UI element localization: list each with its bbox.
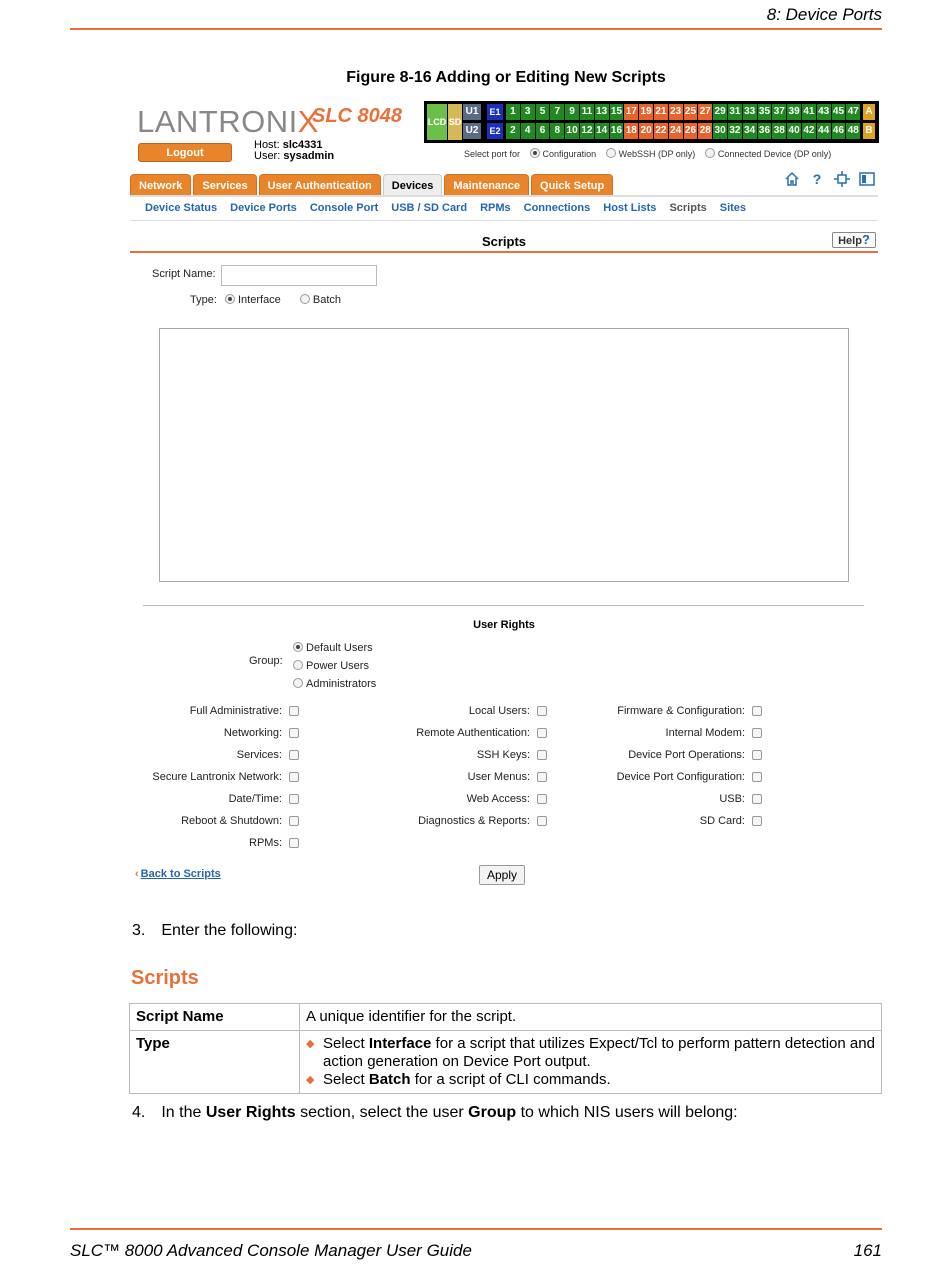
device-port-46[interactable]: 46 bbox=[832, 123, 846, 139]
apply-button[interactable]: Apply bbox=[479, 865, 525, 885]
device-port-33[interactable]: 33 bbox=[743, 104, 757, 120]
group-default-users: Default Users bbox=[306, 642, 373, 654]
user-rights-title: User Rights bbox=[473, 619, 535, 631]
right-checkbox-secure-lantronix-network[interactable] bbox=[289, 772, 299, 782]
bullet-interface: ◆ Select Interface for a script that utilizes Expect/Tcl to perform pattern detection and action generation on Device Port output. bbox=[306, 1035, 875, 1071]
main-tabs bbox=[130, 174, 613, 196]
script-name-label: Script Name: bbox=[152, 268, 216, 280]
lcd-port[interactable]: LCD bbox=[427, 104, 447, 140]
row-value-type bbox=[300, 1031, 882, 1094]
device-port-45[interactable]: 45 bbox=[832, 104, 846, 120]
right-label-device-port-operations: Device Port Operations: bbox=[628, 749, 745, 761]
right-checkbox-remote-authentication[interactable] bbox=[537, 728, 547, 738]
tab-services[interactable]: Services bbox=[193, 174, 256, 196]
radio-default-users[interactable] bbox=[293, 642, 303, 652]
table-row bbox=[130, 1004, 882, 1031]
device-port-9[interactable]: 9 bbox=[565, 104, 579, 120]
subnav-connections[interactable]: Connections bbox=[523, 202, 591, 214]
device-port-13[interactable]: 13 bbox=[595, 104, 609, 120]
help-question-icon: ? bbox=[861, 232, 870, 247]
device-port-14[interactable]: 14 bbox=[595, 123, 609, 139]
step-3-number: 3. bbox=[132, 922, 146, 939]
device-port-48[interactable]: 48 bbox=[846, 123, 860, 139]
device-port-8[interactable]: 8 bbox=[550, 123, 564, 139]
panel-icon[interactable] bbox=[859, 171, 875, 187]
tab-user-authentication[interactable]: User Authentication bbox=[259, 174, 381, 196]
select-port-label: Select port for bbox=[464, 149, 521, 159]
right-checkbox-web-access[interactable] bbox=[537, 794, 547, 804]
bullet-batch: ◆ Select Batch for a script of CLI commands. bbox=[306, 1071, 875, 1089]
right-label-user-menus: User Menus: bbox=[467, 771, 530, 783]
row-value-script-name: A unique identifier for the script. bbox=[300, 1004, 882, 1031]
right-label-diagnostics-reports: Diagnostics & Reports: bbox=[418, 815, 530, 827]
device-port-38[interactable]: 38 bbox=[772, 123, 786, 139]
group-administrators: Administrators bbox=[306, 678, 377, 690]
group-options bbox=[286, 639, 376, 693]
row-key-type: Type bbox=[130, 1031, 300, 1094]
right-checkbox-firmware-configuration[interactable] bbox=[752, 706, 762, 716]
right-checkbox-internal-modem[interactable] bbox=[752, 728, 762, 738]
tab-quick-setup[interactable]: Quick Setup bbox=[531, 174, 613, 196]
device-port-1[interactable]: 1 bbox=[506, 104, 520, 120]
table-row bbox=[130, 1031, 882, 1094]
radio-webssh[interactable] bbox=[606, 148, 616, 158]
radio-power-users[interactable] bbox=[293, 660, 303, 670]
right-label-full-administrative: Full Administrative: bbox=[189, 705, 282, 717]
device-port-16[interactable]: 16 bbox=[610, 123, 624, 139]
right-checkbox-full-administrative[interactable] bbox=[289, 706, 299, 716]
device-port-5[interactable]: 5 bbox=[536, 104, 550, 120]
device-port-6[interactable]: 6 bbox=[536, 123, 550, 139]
right-label-web-access: Web Access: bbox=[466, 793, 530, 805]
tab-underline bbox=[130, 195, 878, 197]
user-value: sysadmin bbox=[283, 150, 335, 162]
device-port-44[interactable]: 44 bbox=[817, 123, 831, 139]
device-port-25[interactable]: 25 bbox=[684, 104, 698, 120]
right-checkbox-sd-card[interactable] bbox=[752, 816, 762, 826]
subnav-scripts[interactable]: Scripts bbox=[669, 202, 707, 214]
device-port-23[interactable]: 23 bbox=[669, 104, 683, 120]
eth1-port[interactable]: E1 bbox=[487, 104, 503, 120]
step-4: 4. In the User Rights section, select the user Group to which NIS users will belong: bbox=[132, 1104, 738, 1121]
device-port-26[interactable]: 26 bbox=[684, 123, 698, 139]
port-b[interactable]: B bbox=[863, 123, 875, 139]
subnav-usb-sd-card[interactable]: USB / SD Card bbox=[391, 202, 468, 214]
sub-navigation bbox=[145, 202, 746, 214]
device-port-36[interactable]: 36 bbox=[758, 123, 772, 139]
chapter-header: 8: Device Ports bbox=[766, 5, 882, 24]
type-interface-label: Interface bbox=[238, 294, 281, 306]
radio-administrators[interactable] bbox=[293, 678, 303, 688]
device-port-7[interactable]: 7 bbox=[550, 104, 564, 120]
device-port-3[interactable]: 3 bbox=[521, 104, 535, 120]
tab-devices[interactable]: Devices bbox=[383, 174, 443, 196]
step-4-number: 4. bbox=[132, 1104, 146, 1121]
device-port-43[interactable]: 43 bbox=[817, 104, 831, 120]
device-port-29[interactable]: 29 bbox=[713, 104, 727, 120]
help-button[interactable] bbox=[832, 232, 876, 248]
right-label-reboot-shutdown: Reboot & Shutdown: bbox=[181, 815, 282, 827]
device-port-28[interactable]: 28 bbox=[698, 123, 712, 139]
device-port-27[interactable]: 27 bbox=[698, 104, 712, 120]
device-port-39[interactable]: 39 bbox=[787, 104, 801, 120]
device-port-12[interactable]: 12 bbox=[580, 123, 594, 139]
subnav-sites[interactable]: Sites bbox=[719, 202, 747, 214]
footer-rule bbox=[70, 1228, 882, 1230]
right-label-device-port-configuration: Device Port Configuration: bbox=[616, 771, 745, 783]
home-icon[interactable] bbox=[784, 171, 800, 187]
page-number: 161 bbox=[853, 1241, 882, 1260]
device-port-32[interactable]: 32 bbox=[728, 123, 742, 139]
usb2-port[interactable]: U2 bbox=[463, 123, 481, 139]
right-label-local-users: Local Users: bbox=[468, 705, 530, 717]
figure-caption: Figure 8-16 Adding or Editing New Scripts bbox=[346, 69, 666, 86]
device-port-30[interactable]: 30 bbox=[713, 123, 727, 139]
subnav-host-lists[interactable]: Host Lists bbox=[603, 202, 657, 214]
type-options bbox=[218, 294, 341, 306]
radio-type-interface[interactable] bbox=[225, 294, 235, 304]
back-to-scripts-label: Back to Scripts bbox=[140, 868, 221, 880]
right-checkbox-device-port-operations[interactable] bbox=[752, 750, 762, 760]
right-label-usb: USB: bbox=[719, 793, 745, 805]
back-to-scripts-link[interactable] bbox=[135, 868, 221, 880]
right-checkbox-date-time[interactable] bbox=[289, 794, 299, 804]
host-label: Host: bbox=[254, 139, 280, 151]
subnav-device-status[interactable]: Device Status bbox=[145, 202, 218, 214]
section-title: Scripts bbox=[481, 234, 527, 249]
host-value: slc4331 bbox=[282, 139, 323, 151]
device-port-21[interactable]: 21 bbox=[654, 104, 668, 120]
right-label-services: Services: bbox=[236, 749, 282, 761]
logout-button[interactable]: Logout bbox=[138, 143, 232, 162]
host-info bbox=[254, 140, 334, 162]
right-checkbox-rpms[interactable] bbox=[289, 838, 299, 848]
type-batch-label: Batch bbox=[312, 294, 342, 306]
eth2-port[interactable]: E2 bbox=[487, 123, 503, 139]
device-port-41[interactable]: 41 bbox=[802, 104, 816, 120]
device-port-40[interactable]: 40 bbox=[787, 123, 801, 139]
right-label-date-time: Date/Time: bbox=[228, 793, 282, 805]
device-port-11[interactable]: 11 bbox=[580, 104, 594, 120]
right-label-ssh-keys: SSH Keys: bbox=[476, 749, 530, 761]
right-label-remote-authentication: Remote Authentication: bbox=[416, 727, 530, 739]
radio-connected-device[interactable] bbox=[705, 148, 715, 158]
device-port-18[interactable]: 18 bbox=[624, 123, 638, 139]
option-webssh: WebSSH (DP only) bbox=[618, 149, 696, 159]
select-port-for bbox=[464, 148, 831, 159]
device-port-2[interactable]: 2 bbox=[506, 123, 520, 139]
device-port-31[interactable]: 31 bbox=[728, 104, 742, 120]
device-port-17[interactable]: 17 bbox=[624, 104, 638, 120]
model-name: SLC 8048 bbox=[312, 105, 403, 127]
scripts-table bbox=[129, 1003, 882, 1094]
subnav-underline bbox=[130, 220, 878, 221]
right-checkbox-user-menus[interactable] bbox=[537, 772, 547, 782]
device-port-47[interactable]: 47 bbox=[846, 104, 860, 120]
group-power-users: Power Users bbox=[306, 660, 369, 672]
header-rule bbox=[70, 28, 882, 30]
usb1-port[interactable]: U1 bbox=[463, 104, 481, 120]
device-port-20[interactable]: 20 bbox=[639, 123, 653, 139]
toolbar-icons bbox=[784, 171, 875, 187]
right-checkbox-reboot-shutdown[interactable] bbox=[289, 816, 299, 826]
chevron-left-icon: ‹ bbox=[135, 868, 139, 880]
device-port-37[interactable]: 37 bbox=[772, 104, 786, 120]
device-port-19[interactable]: 19 bbox=[639, 104, 653, 120]
right-checkbox-diagnostics-reports[interactable] bbox=[537, 816, 547, 826]
device-port-35[interactable]: 35 bbox=[758, 104, 772, 120]
right-checkbox-local-users[interactable] bbox=[537, 706, 547, 716]
right-label-networking: Networking: bbox=[223, 727, 282, 739]
script-body-textarea[interactable] bbox=[159, 328, 849, 582]
section-rule bbox=[130, 251, 878, 253]
subnav-device-ports[interactable]: Device Ports bbox=[230, 202, 297, 214]
subnav-rpms[interactable]: RPMs bbox=[480, 202, 511, 214]
step-3-text: Enter the following: bbox=[161, 922, 298, 939]
radio-type-batch[interactable] bbox=[300, 294, 310, 304]
lantronix-logo: LANTRONIX bbox=[137, 104, 319, 139]
device-port-15[interactable]: 15 bbox=[610, 104, 624, 120]
option-configuration: Configuration bbox=[542, 149, 597, 159]
radio-configuration[interactable] bbox=[530, 148, 540, 158]
help-icon[interactable]: ? bbox=[812, 171, 822, 187]
right-checkbox-networking[interactable] bbox=[289, 728, 299, 738]
device-port-42[interactable]: 42 bbox=[802, 123, 816, 139]
step-3 bbox=[132, 922, 297, 940]
type-label: Type: bbox=[190, 294, 217, 306]
device-port-22[interactable]: 22 bbox=[654, 123, 668, 139]
right-checkbox-services[interactable] bbox=[289, 750, 299, 760]
sitemap-icon[interactable] bbox=[834, 171, 850, 187]
option-connected-device: Connected Device (DP only) bbox=[717, 149, 832, 159]
help-label: Help bbox=[838, 235, 862, 247]
right-checkbox-usb[interactable] bbox=[752, 794, 762, 804]
right-label-secure-lantronix-network: Secure Lantronix Network: bbox=[152, 771, 282, 783]
right-label-sd-card: SD Card: bbox=[699, 815, 745, 827]
user-rights-separator bbox=[143, 605, 864, 606]
subnav-console-port[interactable]: Console Port bbox=[309, 202, 379, 214]
tab-maintenance[interactable]: Maintenance bbox=[444, 174, 529, 196]
row-key-script-name: Script Name bbox=[130, 1004, 300, 1031]
port-a[interactable]: A bbox=[863, 104, 875, 120]
port-panel bbox=[424, 101, 879, 143]
right-checkbox-device-port-configuration[interactable] bbox=[752, 772, 762, 782]
device-port-4[interactable]: 4 bbox=[521, 123, 535, 139]
scripts-heading: Scripts bbox=[131, 967, 199, 989]
right-label-rpms: RPMs: bbox=[249, 837, 282, 849]
device-port-10[interactable]: 10 bbox=[565, 123, 579, 139]
group-label: Group: bbox=[249, 655, 283, 667]
device-port-24[interactable]: 24 bbox=[669, 123, 683, 139]
user-label: User: bbox=[254, 150, 281, 162]
right-checkbox-ssh-keys[interactable] bbox=[537, 750, 547, 760]
right-label-internal-modem: Internal Modem: bbox=[665, 727, 745, 739]
device-port-34[interactable]: 34 bbox=[743, 123, 757, 139]
script-name-input[interactable] bbox=[221, 265, 377, 286]
tab-network[interactable]: Network bbox=[130, 174, 191, 196]
right-label-firmware-configuration: Firmware & Configuration: bbox=[617, 705, 745, 717]
sd-port[interactable]: SD bbox=[448, 104, 462, 140]
footer-title: SLC™ 8000 Advanced Console Manager User Guide bbox=[70, 1241, 472, 1260]
